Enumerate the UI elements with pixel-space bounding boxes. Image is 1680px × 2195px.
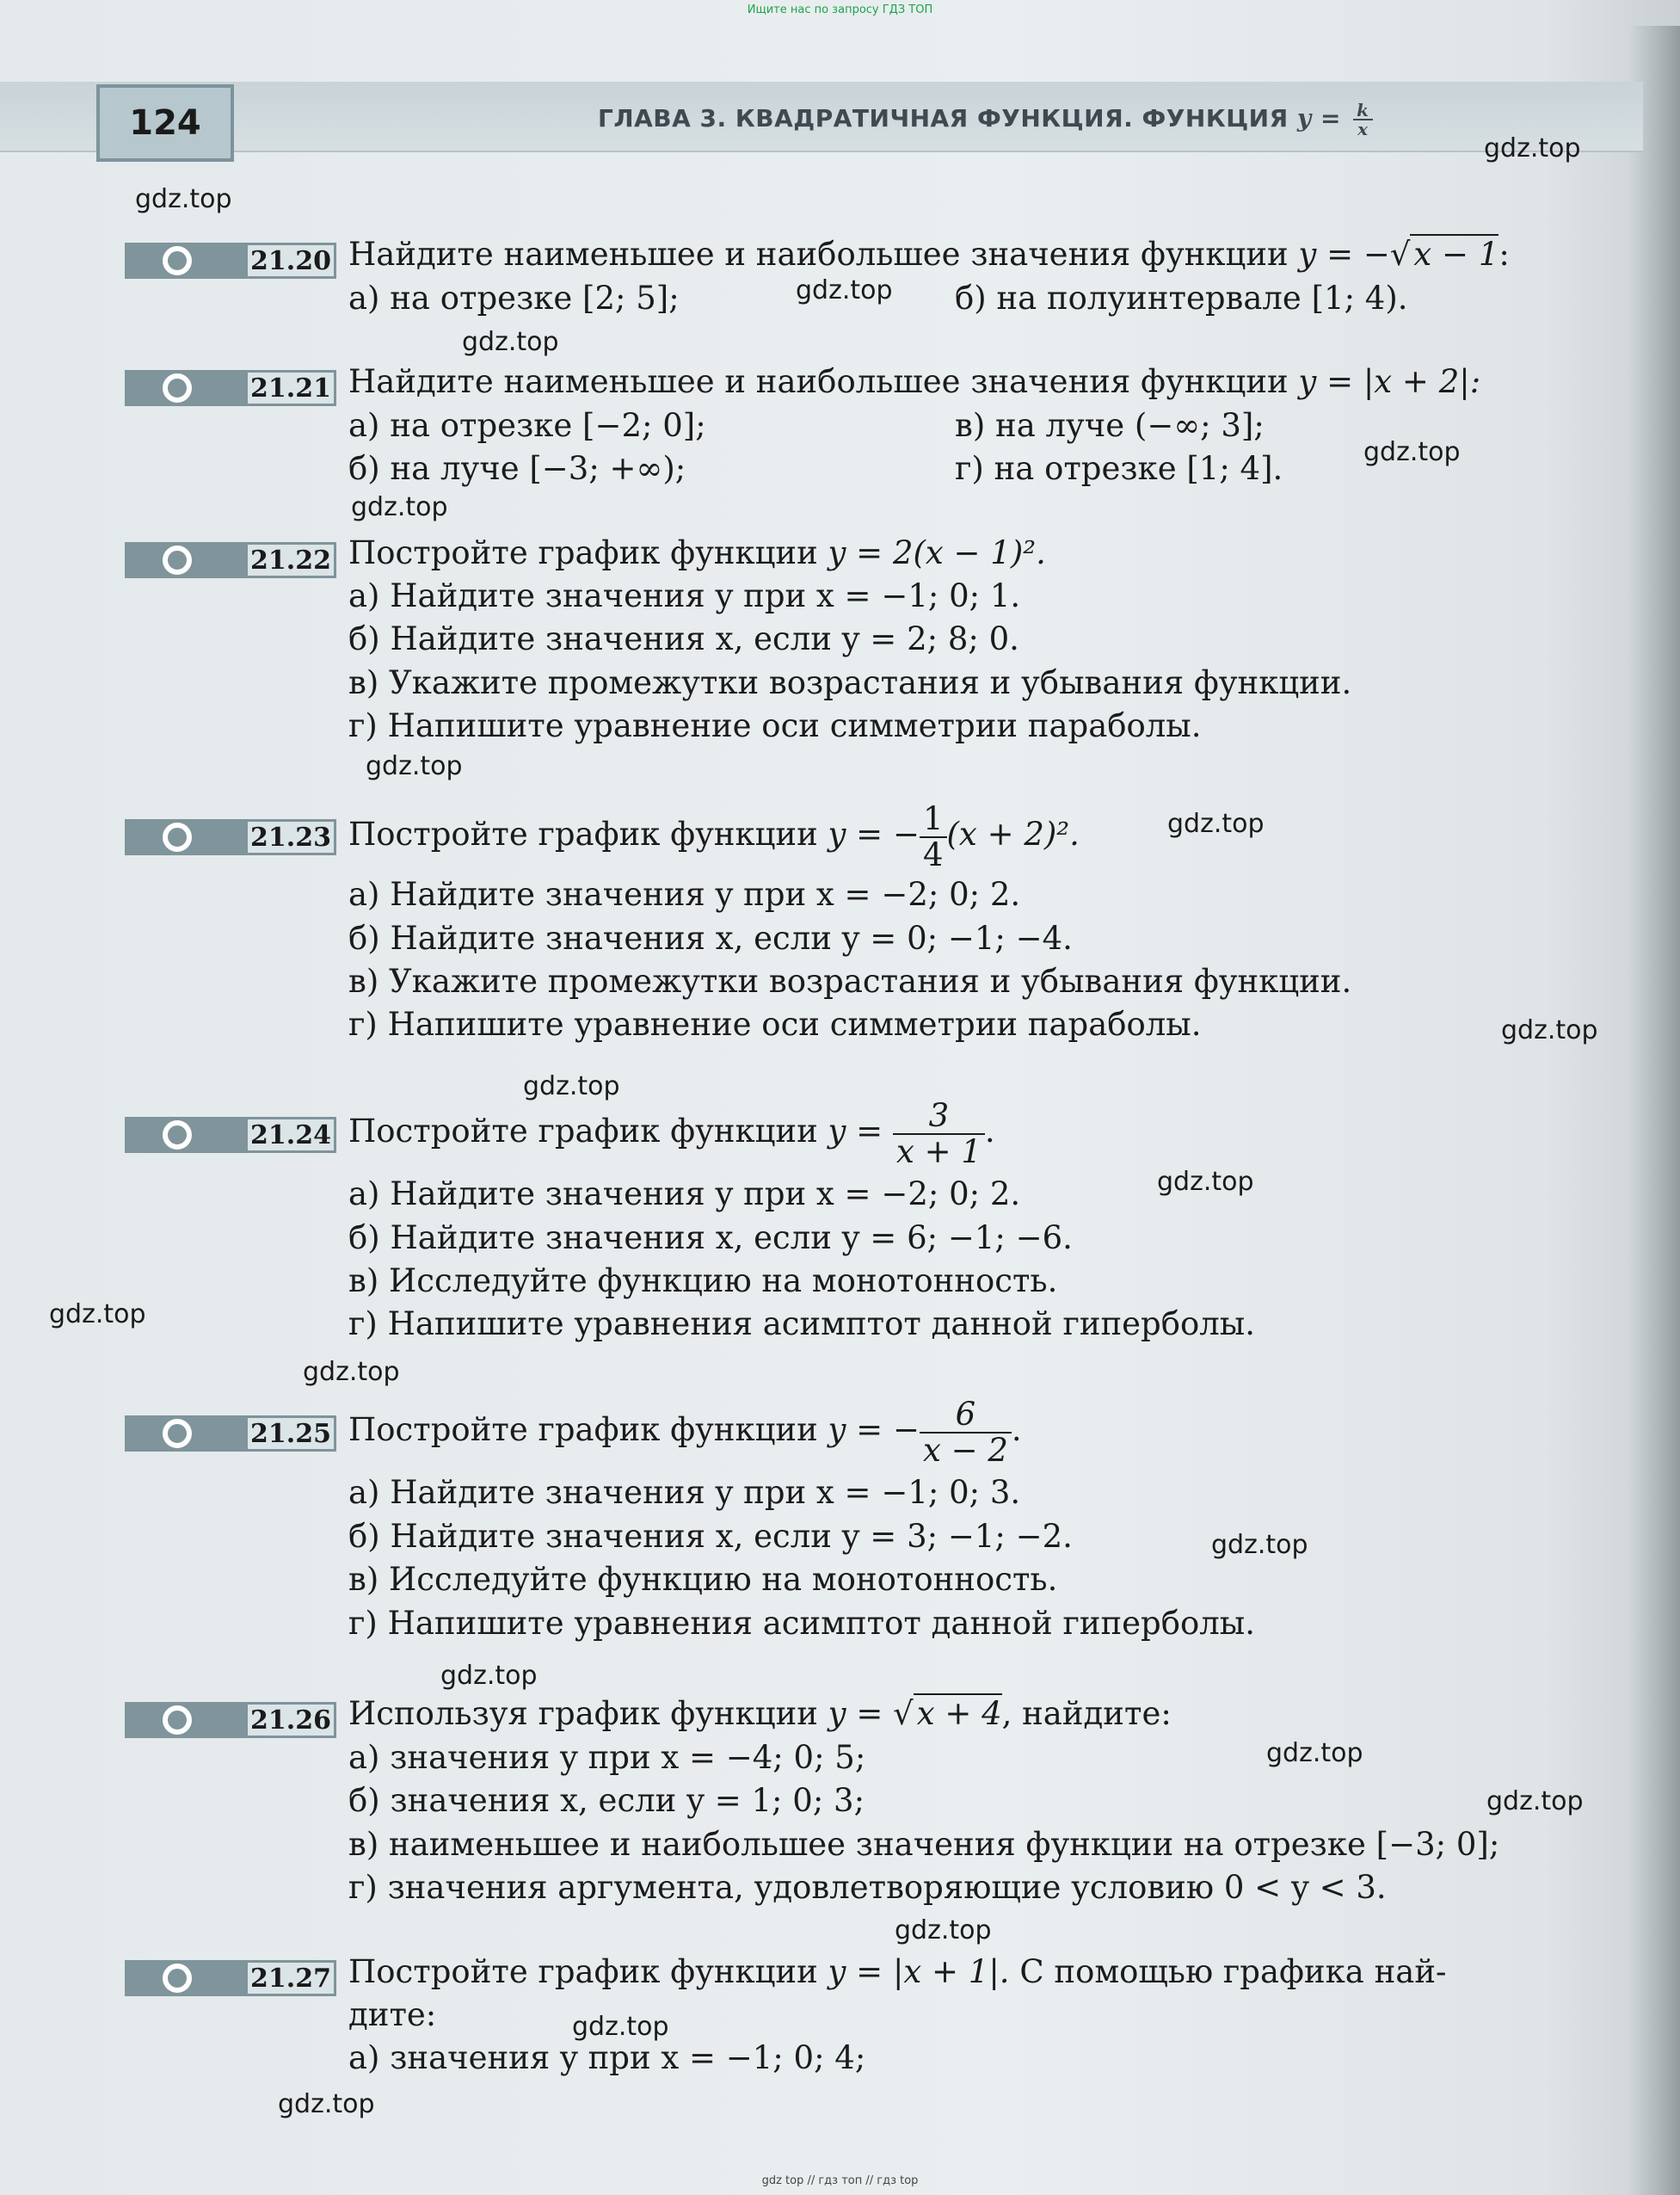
stem-formula-radicand: x − 1 — [1410, 234, 1498, 273]
item: б) Найдите значения x, если y = 6; −1; −6. — [348, 1219, 1073, 1256]
problem-badge — [125, 542, 338, 578]
problem-stem — [348, 363, 1480, 401]
problem-stem — [348, 1953, 1447, 1991]
stem-text: Постройте график функции — [348, 1113, 818, 1150]
item: б) на полуинтервале [1; 4). — [955, 280, 1408, 317]
watermark: gdz.top — [895, 1915, 992, 1945]
item: б) значения x, если y = 1; 0; 3; — [348, 1782, 865, 1819]
chapter-formula-numerator: k — [1353, 102, 1372, 120]
stem-tail: С помощью графика най- — [1019, 1953, 1447, 1990]
watermark: gdz.top — [1157, 1167, 1254, 1197]
item: б) Найдите значения x, если y = 3; −1; −2. — [348, 1518, 1073, 1555]
chapter-title-text: ГЛАВА 3. КВАДРАТИЧНАЯ ФУНКЦИЯ. ФУНКЦИЯ — [598, 104, 1289, 133]
problem-number: 21.27 — [245, 1960, 336, 1996]
watermark: gdz.top — [135, 184, 232, 214]
watermark: gdz.top — [1501, 1015, 1598, 1045]
stem-formula: y = − — [1298, 236, 1390, 273]
item: г) Напишите уравнения асимптот данной гиперболы. — [348, 1305, 1256, 1342]
item: г) Напишите уравнения асимптот данной гиперболы. — [348, 1605, 1256, 1642]
watermark: gdz.top — [278, 2089, 375, 2119]
stem-fraction — [893, 1096, 985, 1170]
problem-stem: Найдите наименьшее и наибольшее значения функции y = −√ x − 1: — [348, 236, 1510, 273]
fraction-denominator: x − 2 — [922, 1431, 1008, 1469]
stem-formula: y = − — [828, 1411, 920, 1448]
fraction-numerator: 1 — [920, 802, 947, 838]
item: а) значения y при x = −4; 0; 5; — [348, 1739, 866, 1776]
problem-stem — [348, 796, 1080, 873]
chapter-formula-denominator: x — [1357, 119, 1369, 139]
stem-formula-tail: (x + 2)². — [946, 816, 1080, 853]
item: а) значения y при x = −1; 0; 4; — [348, 2039, 866, 2076]
item: г) Напишите уравнение оси симметрии параболы. — [348, 1006, 1202, 1043]
problem-badge — [125, 1960, 338, 1996]
problem-badge — [125, 1117, 338, 1153]
fraction-denominator: 4 — [922, 835, 944, 873]
difficulty-circle-icon — [163, 1419, 192, 1448]
item: б) Найдите значения x, если y = 0; −1; −4. — [348, 920, 1073, 957]
item: б) Найдите значения x, если y = 2; 8; 0. — [348, 620, 1019, 657]
fraction-numerator: 6 — [920, 1397, 1012, 1434]
chapter-formula-fraction — [1353, 102, 1372, 138]
watermark: gdz.top — [49, 1299, 146, 1329]
difficulty-circle-icon — [163, 1964, 192, 1993]
item: а) Найдите значения y при x = −2; 0; 2. — [348, 876, 1021, 913]
watermark: gdz.top — [1167, 809, 1265, 839]
watermark: gdz.top — [351, 492, 448, 522]
watermark: gdz.top — [1363, 437, 1461, 467]
problem-badge — [125, 819, 338, 855]
stem-text: Найдите наименьшее и наибольшее значения функции — [348, 363, 1289, 400]
problem-number: 21.26 — [245, 1702, 336, 1738]
problem-number: 21.21 — [245, 370, 336, 406]
watermark: gdz.top — [303, 1357, 400, 1387]
item: в) Исследуйте функцию на монотонность. — [348, 1561, 1058, 1598]
watermark: gdz.top — [572, 2012, 669, 2042]
problem-number: 21.23 — [245, 819, 336, 855]
item: в) на луче (−∞; 3]; — [955, 407, 1265, 444]
stem-fraction — [920, 1397, 1012, 1468]
stem-text: Используя график функции — [348, 1695, 818, 1732]
stem-tail: , найдите: — [1001, 1695, 1172, 1732]
item: а) Найдите значения y при x = −2; 0; 2. — [348, 1175, 1021, 1212]
problem-stem — [348, 1391, 1022, 1469]
watermark: gdz.top — [1211, 1530, 1308, 1560]
stem-formula: y = — [828, 1695, 883, 1732]
difficulty-circle-icon — [163, 373, 192, 403]
problem-badge — [125, 370, 338, 406]
problem-badge — [125, 243, 338, 279]
page-number: 124 — [96, 84, 234, 162]
fraction-denominator: x + 1 — [895, 1132, 982, 1170]
stem-formula: y = |x + 2|: — [1298, 363, 1481, 400]
stem-tail: : — [1498, 236, 1510, 273]
chapter-formula-y: y = — [1296, 104, 1341, 133]
stem-fraction — [920, 799, 947, 873]
item: г) Напишите уравнение оси симметрии параболы. — [348, 707, 1202, 744]
problem-badge — [125, 1415, 338, 1452]
stem-formula-tail: . — [1011, 1411, 1022, 1448]
problem-badge — [125, 1702, 338, 1738]
bottom-note: gdz top // гдз топ // гдз top — [761, 2174, 919, 2187]
item: а) Найдите значения y при x = −1; 0; 1. — [348, 577, 1021, 614]
item: а) на отрезке [−2; 0]; — [348, 407, 706, 444]
difficulty-circle-icon — [163, 246, 192, 275]
item: г) значения аргумента, удовлетворяющие условию 0 < y < 3. — [348, 1869, 1387, 1906]
stem-formula: y = − — [828, 816, 920, 853]
problem-number: 21.22 — [245, 542, 336, 578]
page-binding-shadow — [1628, 26, 1680, 2195]
difficulty-circle-icon — [163, 823, 192, 852]
stem-text: Найдите наименьшее и наибольшее значения функции — [348, 236, 1289, 273]
difficulty-circle-icon — [163, 1705, 192, 1735]
problem-stem — [348, 534, 1046, 572]
difficulty-circle-icon — [163, 546, 192, 575]
difficulty-circle-icon — [163, 1120, 192, 1150]
item: а) Найдите значения y при x = −1; 0; 3. — [348, 1474, 1021, 1511]
watermark: gdz.top — [440, 1661, 538, 1691]
stem-formula: y = 2(x − 1)². — [828, 534, 1046, 571]
problem-stem: Используя график функции y = √ x + 4, найдите: — [348, 1695, 1172, 1732]
item: в) Укажите промежутки возрастания и убывания функции. — [348, 664, 1352, 701]
problem-number: 21.25 — [245, 1415, 336, 1452]
stem-text: Постройте график функции — [348, 534, 818, 571]
item: г) на отрезке [1; 4]. — [955, 450, 1283, 487]
watermark: gdz.top — [1266, 1738, 1363, 1768]
item: в) Исследуйте функцию на монотонность. — [348, 1262, 1058, 1299]
item: б) на луче [−3; +∞); — [348, 450, 686, 487]
problem-number: 21.24 — [245, 1117, 336, 1153]
watermark: gdz.top — [523, 1071, 620, 1101]
stem-formula-tail: . — [984, 1113, 995, 1150]
stem-formula-radicand: x + 4 — [914, 1693, 1002, 1732]
stem-formula: y = — [828, 1113, 883, 1150]
watermark: gdz.top — [366, 751, 463, 781]
watermark: gdz.top — [796, 275, 893, 305]
stem-text: Постройте график функции — [348, 1953, 818, 1990]
chapter-title — [598, 102, 1373, 138]
item: а) на отрезке [2; 5]; — [348, 280, 680, 317]
item: в) Укажите промежутки возрастания и убывания функции. — [348, 963, 1352, 1000]
top-note: Ищите нас по запросу ГДЗ ТОП — [747, 3, 933, 16]
problem-number: 21.20 — [245, 243, 336, 279]
stem-continuation: дите: — [348, 1996, 437, 2033]
watermark: gdz.top — [1486, 1786, 1584, 1816]
problem-stem — [348, 1093, 995, 1170]
fraction-numerator: 3 — [893, 1099, 985, 1135]
item: в) наименьшее и наибольшее значения функции на отрезке [−3; 0]; — [348, 1826, 1500, 1863]
stem-text: Постройте график функции — [348, 816, 818, 853]
watermark: gdz.top — [1484, 133, 1581, 163]
stem-text: Постройте график функции — [348, 1411, 818, 1448]
stem-formula: y = |x + 1|. — [828, 1953, 1010, 1990]
watermark: gdz.top — [462, 327, 559, 357]
